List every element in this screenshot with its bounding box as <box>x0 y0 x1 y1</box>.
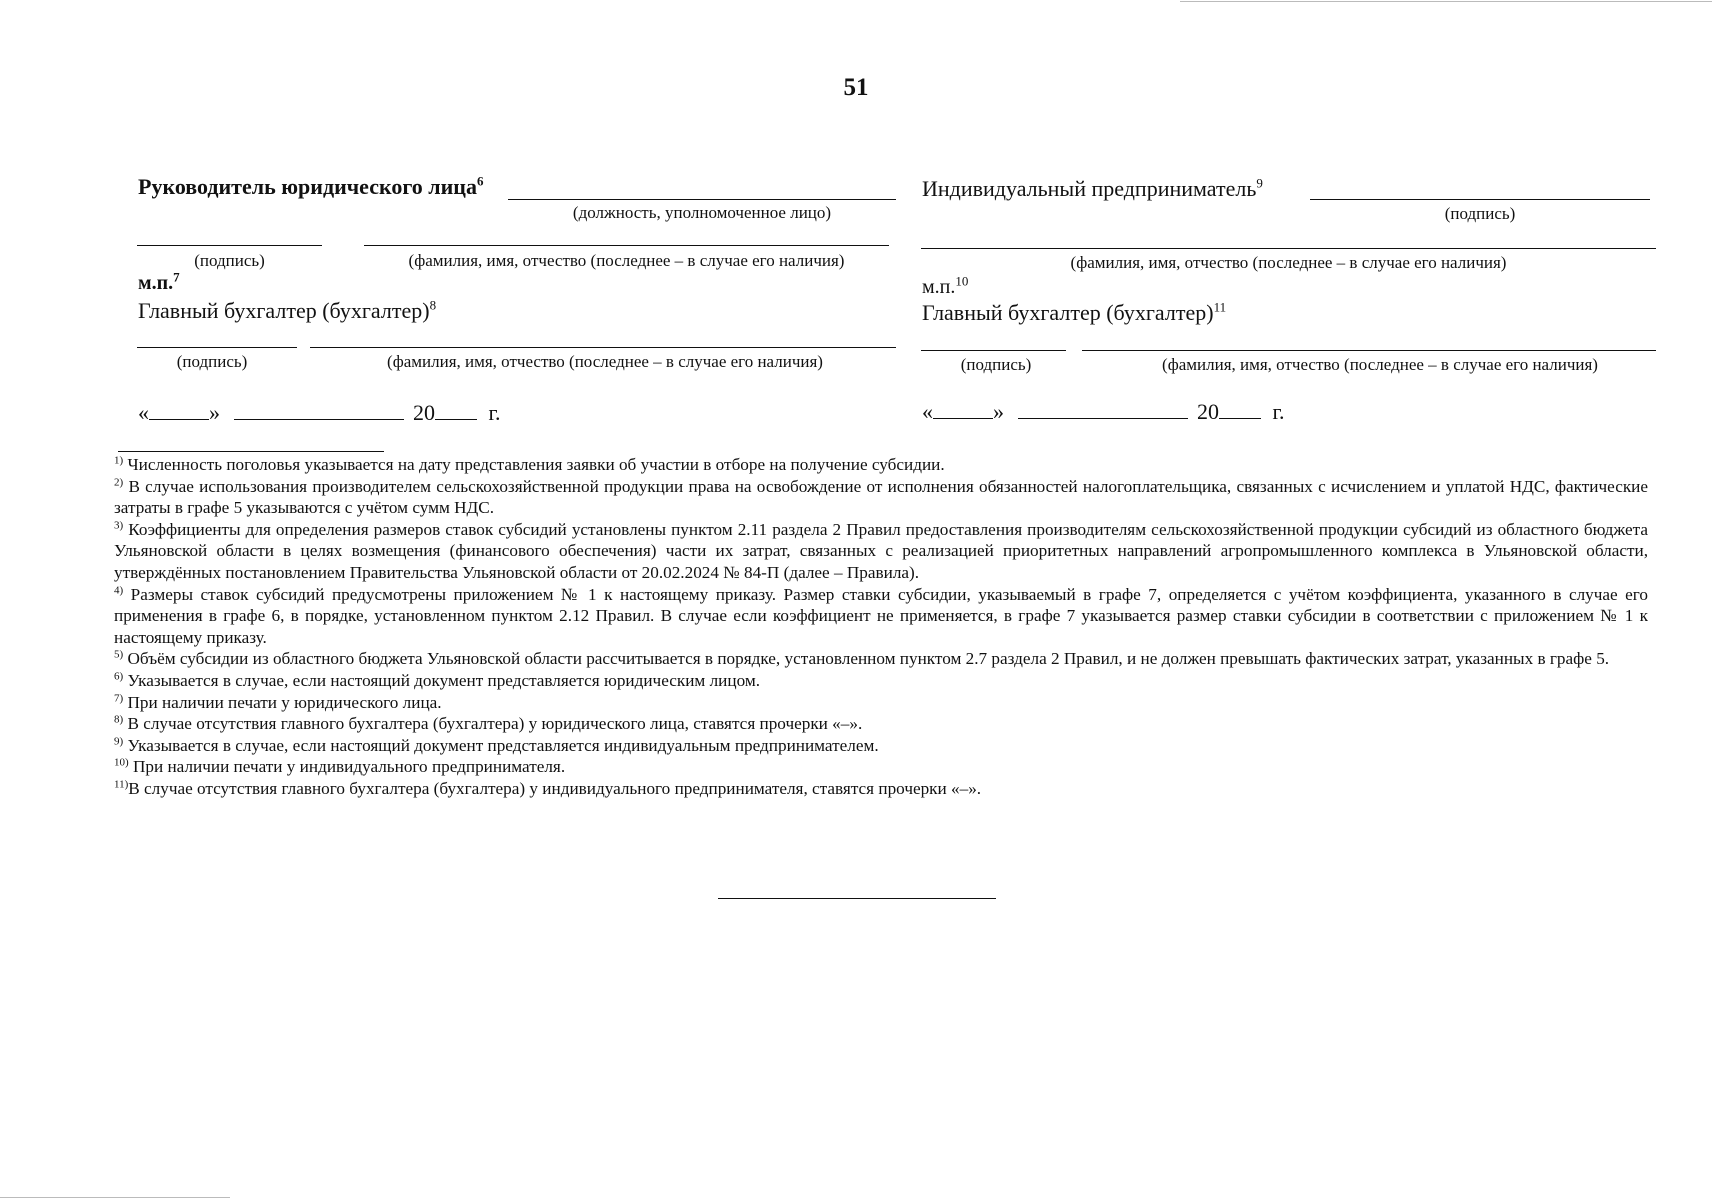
footnote-ref: 11 <box>1213 299 1227 315</box>
accountant-signature-caption: (подпись) <box>960 355 1032 374</box>
legal-entity-head-label: Руководитель юридического лица$^6$ <box>138 173 484 199</box>
footnote-ref: 8 <box>429 297 437 313</box>
full-name-line <box>364 245 889 246</box>
footnote-item: $^{10)}$ При наличии печати у индивидуального предпринимателя. <box>114 756 566 777</box>
month-blank <box>1018 400 1188 419</box>
footnote-item: $^{1)}$ Численность поголовья указывается на дату представления заявки об участии в отборе на получение субсидии. <box>114 454 945 474</box>
signature-caption: (подпись) <box>194 251 265 270</box>
entrepreneur-label: Индивидуальный предприниматель$^9$ <box>922 175 1263 201</box>
date-field: « » 20 г. <box>138 400 501 425</box>
page-number: 51 <box>843 74 869 101</box>
accountant-signature-caption: (подпись) <box>176 352 248 371</box>
accountant-signature-line <box>921 350 1066 351</box>
scan-edge-top <box>1180 1 1712 2</box>
signature-line <box>137 245 322 246</box>
accountant-name-line <box>1082 350 1656 351</box>
day-blank <box>933 400 993 419</box>
entrepreneur-signature-caption: (подпись) <box>1444 204 1516 223</box>
footnote-separator <box>118 451 384 452</box>
entrepreneur-name-line <box>921 248 1656 249</box>
footnotes <box>114 454 1648 800</box>
year-blank <box>1219 400 1261 419</box>
footnote-item: $^{6)}$ Указывается в случае, если настоящий документ представляется юридическим лицом. <box>114 670 761 690</box>
footnote-item: $^{9)}$ Указывается в случае, если настоящий документ представляется индивидуальным предпринимателем. <box>114 734 879 755</box>
position-line <box>508 199 896 200</box>
footnote-item: $^{7)}$ При наличии печати у юридического лица. <box>114 691 442 712</box>
accountant-name-caption: (фамилия, имя, отчество (последнее – в случае его наличия) <box>387 352 823 371</box>
footnote-item: $^{5)}$ Объём субсидии из областного бюджета Ульяновской области рассчитывается в порядке, установленном пунктом 2.7 раздела 2 Правил, и не должен превышать фактических затрат, указанных в графе 5. <box>114 648 1610 669</box>
chief-accountant-label: Главный бухгалтер (бухгалтер)$^{11}$ <box>922 299 1227 325</box>
year-blank <box>435 401 477 420</box>
footnote-item: $^{4)}$ Размеры ставок субсидий предусмотрены приложением № 1 к настоящему приказу. Размер ставки субсидии, указываемый в графе 7, определяется с учётом коэффициента, указанного в случае его применения в графе 6, в порядке, установленном пунктом 2.12 Правил. В случае если коэффициент не применяется, в графе 7 указывается размер ставки субсидии в соответствии с приложением № 1 к настоящему приказу. <box>114 583 1649 647</box>
stamp-label: м.п.$^7$ <box>138 269 180 294</box>
footnote-item: $^{11)}$В случае отсутствия главного бухгалтера (бухгалтера) у индивидуального предпринимателя, ставятся прочерки «–». <box>114 778 982 798</box>
footnote-ref: 7 <box>173 269 180 285</box>
footnote-ref: 9 <box>1256 175 1263 191</box>
footnote-item: $^{8)}$ В случае отсутствия главного бухгалтера (бухгалтера) у юридического лица, ставятся прочерки «–». <box>114 713 863 734</box>
date-field: « » 20 г. <box>922 399 1285 424</box>
accountant-signature-line <box>137 347 297 348</box>
accountant-name-caption: (фамилия, имя, отчество (последнее – в случае его наличия) <box>1162 355 1598 374</box>
entrepreneur-name-caption: (фамилия, имя, отчество (последнее – в случае его наличия) <box>1070 253 1507 272</box>
full-name-caption: (фамилия, имя, отчество (последнее – в случае его наличия) <box>408 251 845 270</box>
scan-edge-bottom <box>0 1197 230 1198</box>
footnote-item: $^{2)}$ В случае использования производителем сельскохозяйственной продукции права на освобождение от исполнения обязанностей налогоплательщика, связанных с исчислением и уплатой НДС, фактические затраты в графе 5 указываются с учётом сумм НДС. <box>114 475 1649 518</box>
footnote-ref: 10 <box>955 273 969 289</box>
accountant-name-line <box>310 347 896 348</box>
day-blank <box>149 401 209 420</box>
document-end-line <box>718 898 996 899</box>
month-blank <box>234 401 404 420</box>
footnote-ref: 6 <box>476 173 484 189</box>
footnote-item: $^{3)}$ Коэффициенты для определения размеров ставок субсидий установлены пунктом 2.11 раздела 2 Правил предоставления производителям сельскохозяйственной продукции субсидий из областного бюджета Ульяновской области в целях возмещения (финансового обеспечения) части их затрат, связанных с реализацией приоритетных направлений агропромышленного комплекса в Ульяновской области, утверждённых постановлением Правительства Ульяновской области от 20.02.2024 № 84-П (далее – Правила). <box>114 519 1648 582</box>
chief-accountant-label: Главный бухгалтер (бухгалтер)$^8$ <box>138 297 437 323</box>
stamp-label: м.п.$^{10}$ <box>922 273 969 298</box>
entrepreneur-signature-line <box>1310 199 1650 200</box>
position-caption: (должность, уполномоченное лицо) <box>572 203 832 222</box>
